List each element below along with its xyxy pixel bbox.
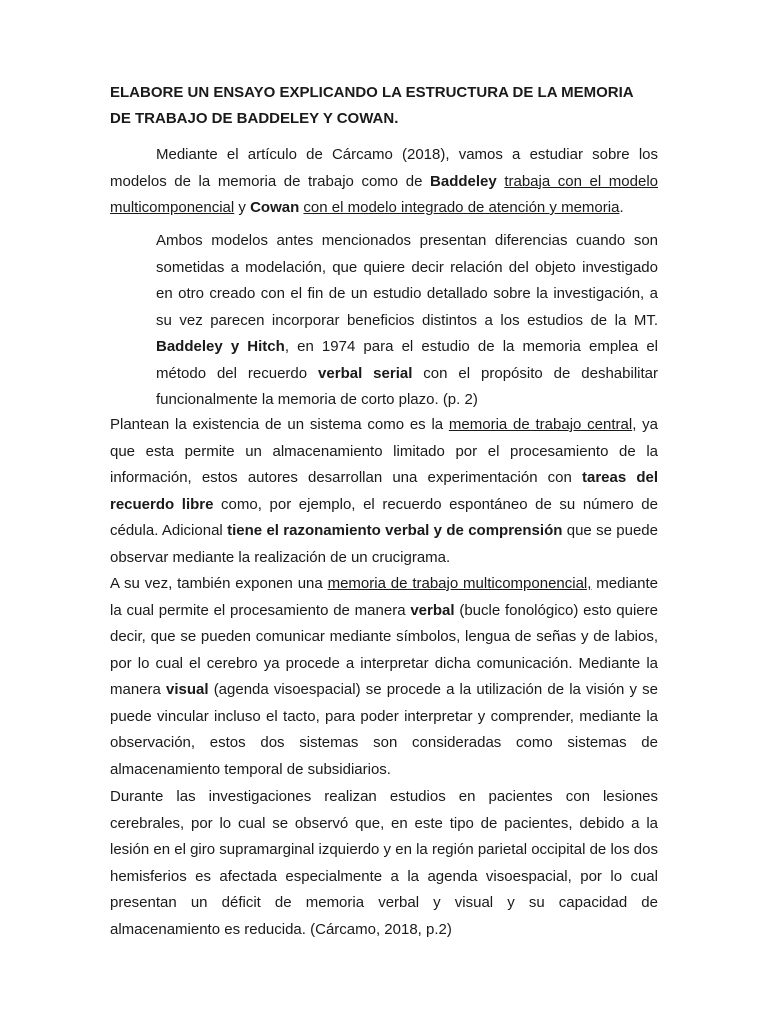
text: (agenda visoespacial) se procede a la utilización de la visión y se puede vincular incluso el tacto, para poder interpretar y comprender, mediante la observación, estos dos sistemas son consideradas como sistemas de almacenamiento temporal de subsidiarios. xyxy=(110,681,659,778)
underline-multicomponencial: trabaja con el modelo multicomponencial xyxy=(110,172,658,216)
underline-integrado: con el modelo integrado de atención y memoria xyxy=(303,199,620,216)
text: , ya que esta permite un almacenamiento limitado por el procesamiento de la información, estos autores desarrollan una experimentación con xyxy=(110,416,658,486)
bold-verbal-serial: verbal serial xyxy=(318,364,413,382)
text: y xyxy=(234,199,251,216)
essay-title: ELABORE UN ENSAYO EXPLICANDO LA ESTRUCTURA DE LA MEMORIA DE TRABAJO DE BADDELEY Y COWAN. xyxy=(110,84,634,127)
text: (bucle fonológico) esto quiere decir, que se pueden comunicar mediante símbolos, lengua de señas y de labios, por lo cual el cerebro ya procede a interpretar dicha comunicación. Mediante la manera xyxy=(110,601,658,698)
underline-memoria-multicomponencial: memoria de trabajo multicomponencial, xyxy=(327,575,592,592)
block-quote xyxy=(156,228,658,414)
paragraph-central xyxy=(110,412,658,571)
underline-memoria-central: memoria de trabajo central xyxy=(448,416,633,433)
text: Plantean la existencia de un sistema como es la xyxy=(110,416,449,433)
text: . xyxy=(619,199,624,216)
paragraph-investigaciones xyxy=(110,784,658,943)
text: con el propósito de deshabilitar funcionalmente la memoria de corto plazo. (p. 2) xyxy=(156,364,658,408)
paragraph-multicomponencial xyxy=(110,571,658,783)
text: Mediante el artículo de Cárcamo (2018), vamos a estudiar sobre los modelos de la memoria de trabajo como de xyxy=(110,146,658,190)
bold-tareas-recuerdo: tareas del recuerdo libre xyxy=(110,469,658,513)
bold-cowan: Cowan xyxy=(250,199,300,216)
text: , en 1974 para el estudio de la memoria emplea el método del recuerdo xyxy=(156,338,658,382)
text: Durante las investigaciones realizan estudios en pacientes con lesiones cerebrales, por lo cual se observó que, en este tipo de pacientes, debido a la lesión en el giro supramarginal izquierdo y en la región parietal occipital de los dos hemisferios es afectada especialmente a la agenda visoespacial, por lo cual presentan un déficit de memoria verbal y visual y su capacidad de almacenamiento es reducida. (Cárcamo, 2018, p.2) xyxy=(110,788,658,938)
bold-baddeley: Baddeley xyxy=(430,172,497,190)
bold-verbal: verbal xyxy=(410,601,455,619)
text: Ambos modelos antes mencionados presentan diferencias cuando son sometidas a modelación, que quiere decir relación del objeto investigado en otro creado con el fin de un estudio detallado sobre la investigación, a su vez parecen incorporar beneficios distintos a los estudios de la MT. xyxy=(156,232,658,329)
paragraph-intro xyxy=(110,142,658,222)
bold-visual: visual xyxy=(166,681,209,698)
text: A su vez, también exponen una xyxy=(110,575,328,592)
text: como, por ejemplo, el recuerdo espontáneo de su número de cédula. Adicional xyxy=(110,495,658,539)
bold-baddeley-hitch: Baddeley y Hitch xyxy=(156,338,285,355)
bold-razonamiento: tiene el razonamiento verbal y de comprensión xyxy=(227,522,563,539)
text: que se puede observar mediante la realización de un crucigrama. xyxy=(110,522,658,566)
text: mediante la cual permite el procesamiento de manera xyxy=(110,575,658,619)
